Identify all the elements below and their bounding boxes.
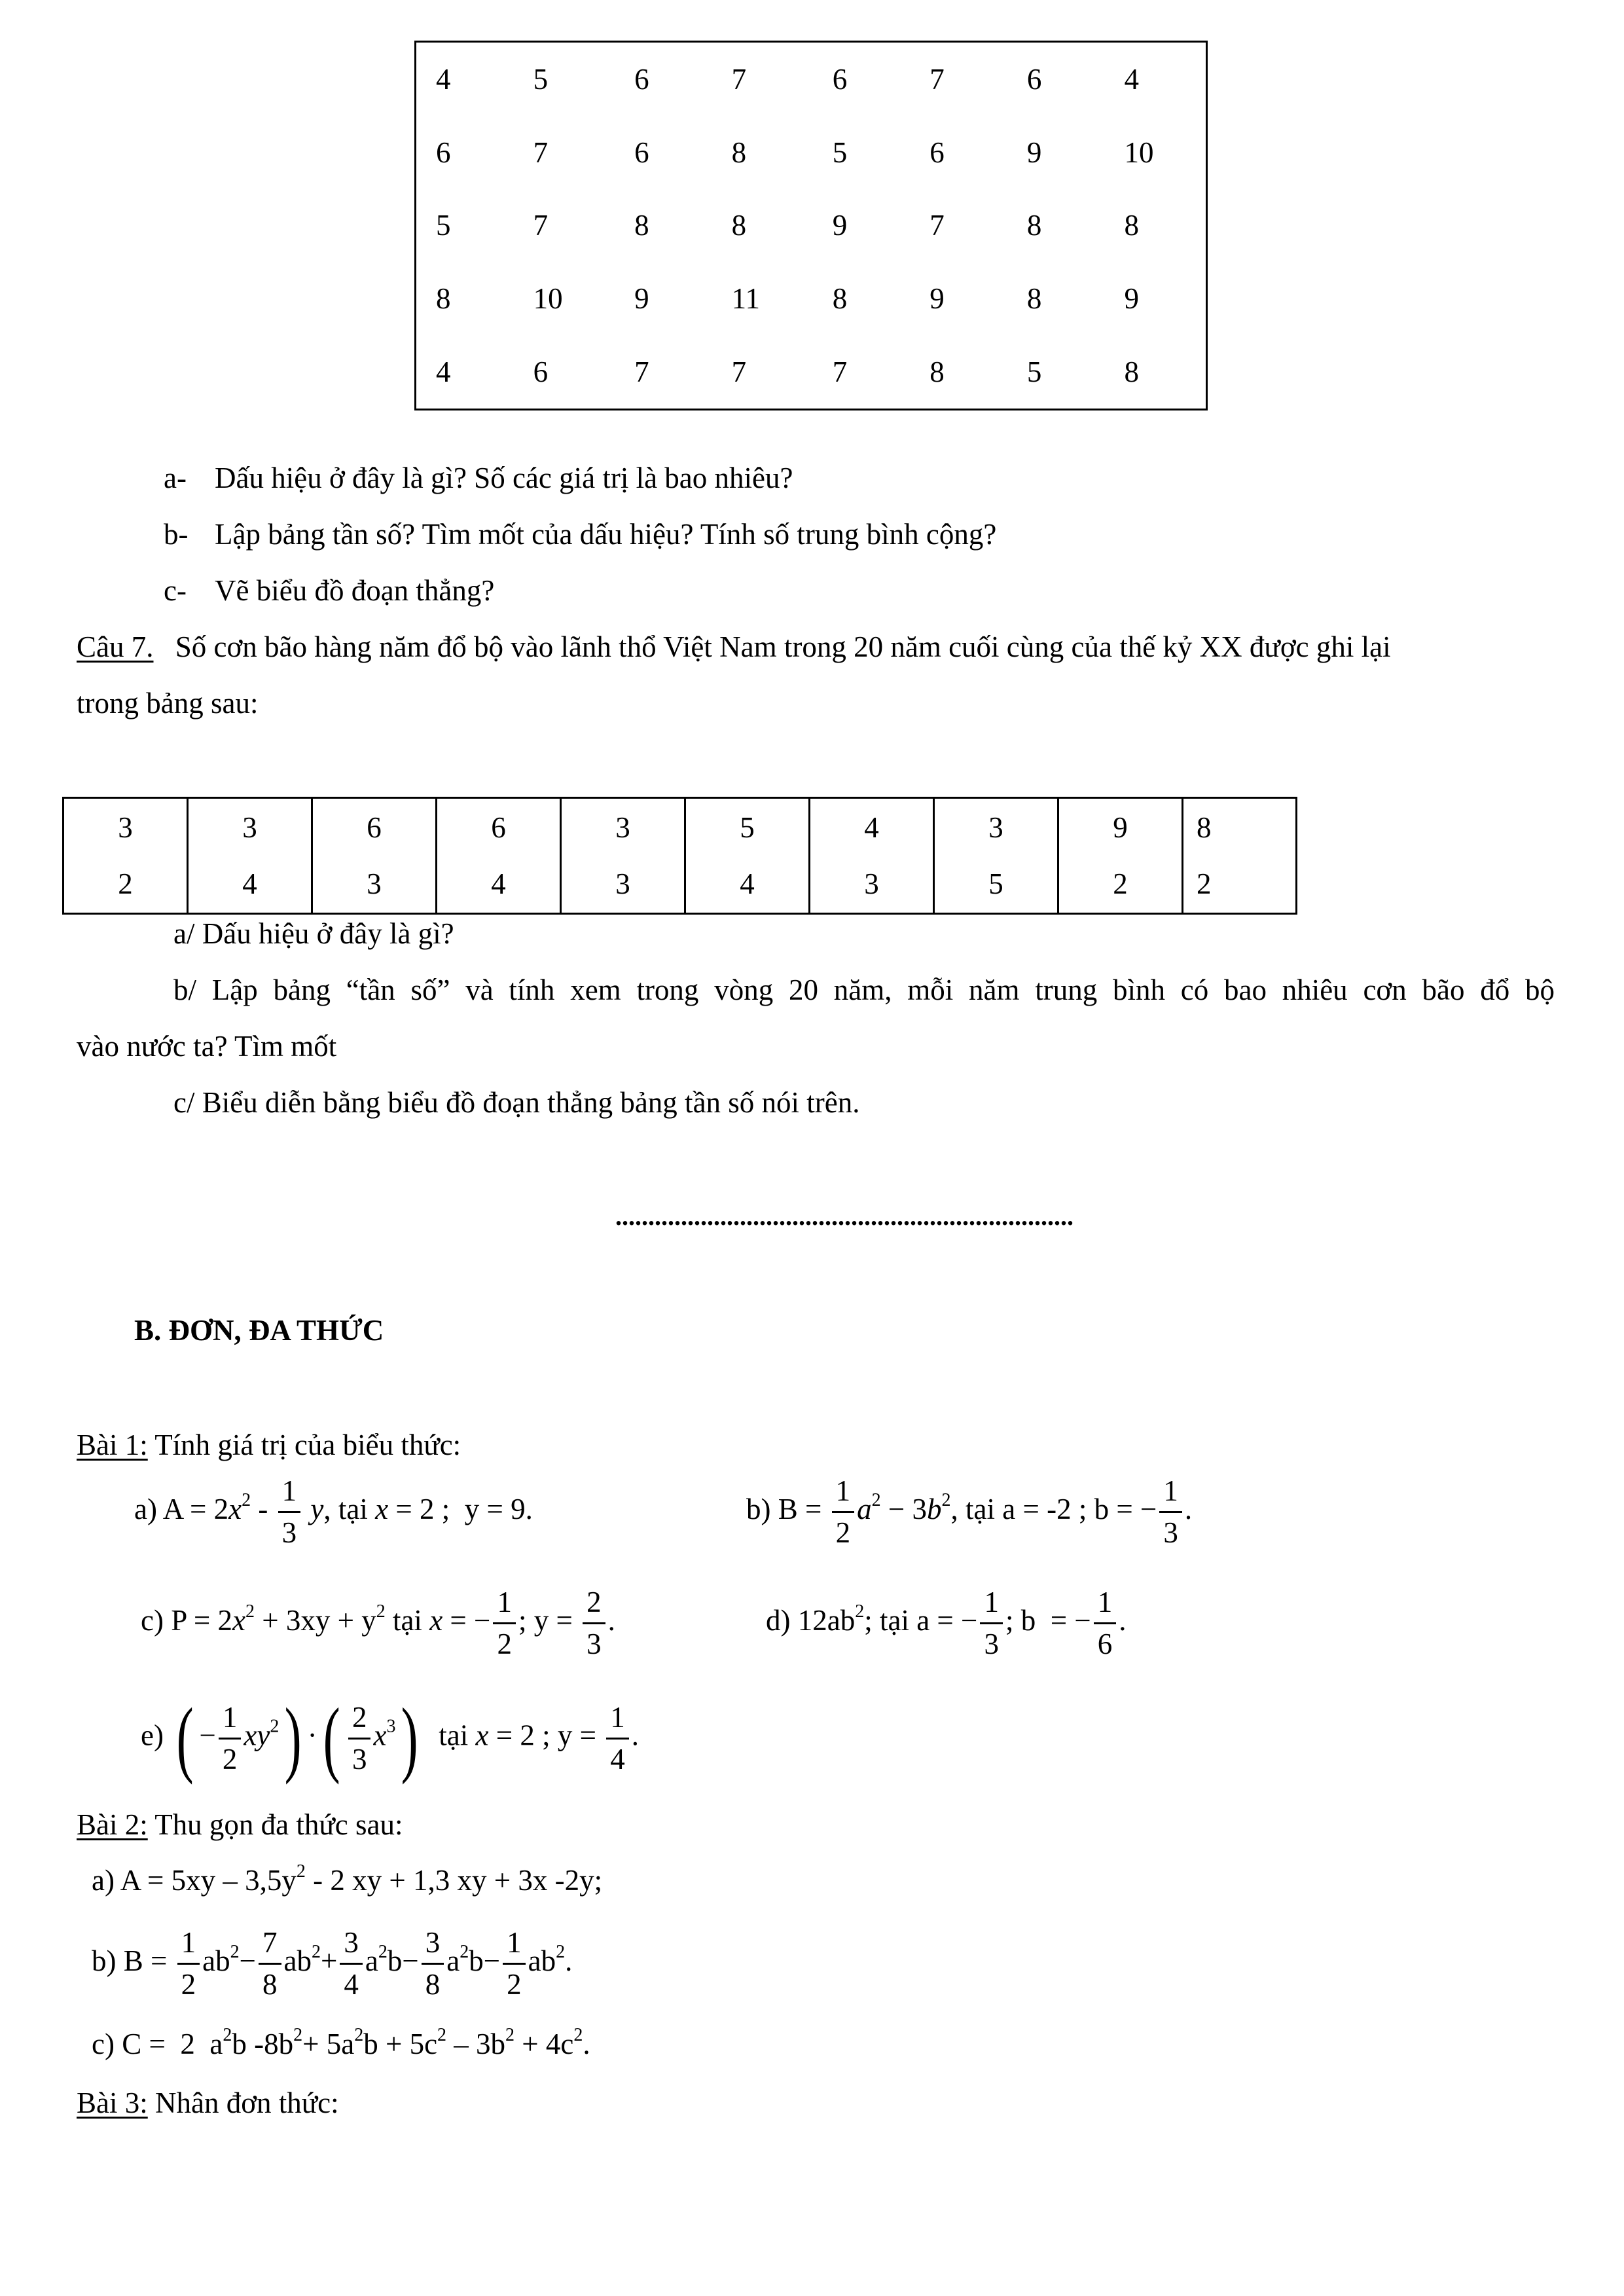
cell-value: 2 bbox=[1113, 867, 1128, 900]
table-cell bbox=[561, 798, 685, 914]
fraction: $\frac{7}{8}$ bbox=[259, 1928, 281, 1999]
table-cell: 6 bbox=[533, 355, 549, 388]
exercise-2-heading bbox=[77, 1810, 403, 1840]
table-cell: 8 bbox=[832, 282, 848, 315]
table-cell bbox=[188, 798, 312, 914]
table-row bbox=[416, 189, 1207, 262]
question-6c bbox=[164, 574, 495, 607]
table-cell: 8 bbox=[731, 209, 747, 242]
table-row bbox=[416, 42, 1207, 117]
table-cell bbox=[437, 798, 561, 914]
question-7b-line2: vào nước ta? Tìm mốt bbox=[77, 1030, 337, 1063]
fraction: $\frac{1}{2}$ bbox=[493, 1588, 516, 1659]
table-cell: 8 bbox=[634, 209, 649, 242]
exercise-3-label: Bài 3: bbox=[77, 2086, 148, 2119]
table-cell: 9 bbox=[832, 209, 848, 242]
cell-value: 3 bbox=[864, 867, 879, 900]
table-cell: 6 bbox=[634, 136, 649, 170]
cell-value: 8 bbox=[1197, 811, 1212, 844]
cell-value: 3 bbox=[118, 811, 133, 844]
table-cell: 9 bbox=[1124, 282, 1140, 315]
table-cell: 9 bbox=[634, 282, 649, 315]
data-table-2 bbox=[62, 797, 1297, 915]
item-text: Lập bảng tần số? Tìm mốt của dấu hiệu? Tính số trung bình cộng? bbox=[215, 518, 997, 551]
exercise-1b: b) B = $\frac{1}{2}$ $a^2 - 3b^2$, tại a = -2 ; b = − $\frac{1}{3}$ . bbox=[746, 1474, 1193, 1549]
table-cell bbox=[63, 798, 188, 914]
table-cell: 6 bbox=[1026, 63, 1042, 96]
table-cell: 7 bbox=[929, 209, 945, 242]
exercise-2a: a) $A = 5xy - 3,5y^2 - 2$ xy + 1,3 xy + 3x -2y; bbox=[92, 1861, 603, 1897]
fraction: $\frac{1}{2}$ bbox=[503, 1928, 526, 1999]
table-cell: 4 bbox=[1124, 63, 1140, 96]
table-cell: 7 bbox=[533, 136, 549, 170]
exercise-2-label: Bài 2: bbox=[77, 1808, 148, 1841]
question-7-text: Số cơn bão hàng năm đổ bộ vào lãnh thổ Việt Nam trong 20 năm cuối cùng của thế kỷ XX được ghi lại bbox=[175, 630, 1391, 663]
table-cell: 7 bbox=[731, 355, 747, 388]
separator: ...................................................................... bbox=[615, 1201, 1074, 1231]
table-cell bbox=[934, 798, 1058, 914]
cell-value: 3 bbox=[988, 811, 1003, 844]
table-cell: 7 bbox=[832, 355, 848, 388]
table-cell: 9 bbox=[929, 282, 945, 315]
table-cell: 6 bbox=[832, 63, 848, 96]
fraction: $\frac{3}{4}$ bbox=[340, 1928, 363, 1999]
table-cell: 6 bbox=[929, 136, 945, 170]
exercise-2c: c) C = 2 $a^2b$ $-8b^2+ 5a^2b + 5c^2 - 3b^2 + 4c^2$. bbox=[92, 2025, 590, 2060]
cell-value: 5 bbox=[988, 867, 1003, 900]
exercise-1-label: Bài 1: bbox=[77, 1429, 148, 1461]
cell-value: 3 bbox=[615, 811, 630, 844]
table-cell: 8 bbox=[1124, 209, 1140, 242]
exercise-1c: c) $P = 2x^2 + 3xy + y^2$ tại x = − $\frac{1}{2}$ ; y = $\frac{2}{3}$ . bbox=[141, 1586, 615, 1660]
item-text: Dấu hiệu ở đây là gì? Số các giá trị là bao nhiêu? bbox=[215, 462, 793, 494]
fraction: $\frac{1}{6}$ bbox=[1094, 1588, 1117, 1659]
cell-value: 4 bbox=[491, 867, 506, 900]
table-cell: 8 bbox=[929, 355, 945, 388]
item-label: a- bbox=[164, 462, 187, 494]
cell-value: 3 bbox=[367, 867, 382, 900]
table-row bbox=[416, 335, 1207, 409]
table-cell: 5 bbox=[832, 136, 848, 170]
cell-value: 9 bbox=[1113, 811, 1128, 844]
table-cell: 7 bbox=[634, 355, 649, 388]
table-cell: 7 bbox=[731, 63, 747, 96]
fraction: $\frac{1}{3}$ bbox=[1159, 1476, 1182, 1548]
cell-value: 4 bbox=[864, 811, 879, 844]
fraction: $\frac{1}{2}$ bbox=[219, 1703, 242, 1774]
question-7-heading bbox=[77, 632, 1391, 662]
table-cell bbox=[1058, 798, 1183, 914]
cell-value: 6 bbox=[491, 811, 506, 844]
section-title: B. ĐƠN, ĐA THỨC bbox=[134, 1314, 384, 1347]
question-6a bbox=[164, 462, 793, 494]
exercise-1-text: Tính giá trị của biểu thức: bbox=[154, 1429, 461, 1461]
cell-value: 2 bbox=[1197, 867, 1212, 900]
fraction: $\frac{1}{3}$ bbox=[980, 1588, 1003, 1659]
exercise-3-text: Nhân đơn thức: bbox=[155, 2086, 339, 2119]
table-cell: 10 bbox=[533, 282, 563, 315]
exercise-2b: b) B = $\frac{1}{2}$ $ab^2-$ $\frac{7}{8}$ $ab^2+$ $\frac{3}{4}$ $a^2b-$ $\frac{3}{8}$ $a^2b-$ $\frac{1}{2}$ $ab^2$. bbox=[92, 1926, 573, 2001]
question-7b: b/ Lập bảng “tần số” và tính xem trong vòng 20 năm, mỗi năm trung bình có bao nhiêu cơn bão đổ bộ bbox=[173, 974, 1555, 1006]
table-cell: 6 bbox=[436, 136, 451, 170]
table-cell: 4 bbox=[436, 355, 451, 388]
exercise-1a: a) $A = 2x^2$ - $\frac{1}{3}$ y, tại x = 2 ; y = 9. bbox=[134, 1474, 533, 1549]
exercise-3-heading bbox=[77, 2088, 339, 2118]
question-7-text-line2: trong bảng sau: bbox=[77, 687, 259, 720]
cell-value: 6 bbox=[367, 811, 382, 844]
table-cell: 7 bbox=[929, 63, 945, 96]
fraction: $\frac{1}{2}$ bbox=[832, 1476, 855, 1548]
table-row bbox=[63, 798, 1297, 914]
table-cell: 5 bbox=[533, 63, 549, 96]
fraction: $\frac{1}{2}$ bbox=[177, 1928, 200, 1999]
question-7-label: Câu 7. bbox=[77, 630, 154, 663]
data-table-1 bbox=[414, 41, 1208, 410]
table-cell: 7 bbox=[533, 209, 549, 242]
fraction: $\frac{3}{8}$ bbox=[422, 1928, 444, 1999]
table-row bbox=[416, 117, 1207, 189]
exercise-2-text: Thu gọn đa thức sau: bbox=[154, 1808, 403, 1841]
exercise-2a-rest: - 2 xy + 1,3 xy + 3x -2y; bbox=[305, 1864, 603, 1897]
item-text: Vẽ biểu đồ đoạn thẳng? bbox=[215, 574, 495, 607]
table-cell bbox=[810, 798, 934, 914]
table-cell: 6 bbox=[634, 63, 649, 96]
cell-value: 4 bbox=[242, 867, 257, 900]
table-cell: 9 bbox=[1026, 136, 1042, 170]
exercise-2a-text: a) A = 5xy – 3,5y bbox=[92, 1864, 297, 1897]
table-row bbox=[416, 262, 1207, 335]
table-cell: 11 bbox=[731, 282, 761, 315]
cell-value: 4 bbox=[740, 867, 755, 900]
fraction: $\frac{2}{3}$ bbox=[348, 1703, 371, 1774]
fraction: $\frac{1}{4}$ bbox=[606, 1703, 629, 1774]
question-7a: a/ Dấu hiệu ở đây là gì? bbox=[173, 917, 454, 950]
cell-value: 2 bbox=[118, 867, 133, 900]
table-cell: 5 bbox=[436, 209, 451, 242]
cell-value: 5 bbox=[740, 811, 755, 844]
cell-value: 3 bbox=[242, 811, 257, 844]
cell-value: 3 bbox=[615, 867, 630, 900]
table-cell: 8 bbox=[1026, 282, 1042, 315]
exercise-1d: d) $12ab^2$; tại a = − $\frac{1}{3}$ ; b = − $\frac{1}{6}$ . bbox=[766, 1586, 1127, 1660]
table-cell: 8 bbox=[436, 282, 451, 315]
table-cell: 8 bbox=[731, 136, 747, 170]
fraction: $\frac{1}{3}$ bbox=[278, 1476, 301, 1548]
question-6b bbox=[164, 518, 997, 551]
table-cell: 8 bbox=[1124, 355, 1140, 388]
fraction: $\frac{2}{3}$ bbox=[583, 1588, 605, 1659]
question-7c: c/ Biểu diễn bằng biểu đồ đoạn thẳng bảng tần số nói trên. bbox=[173, 1086, 860, 1119]
exercise-1-heading bbox=[77, 1430, 461, 1460]
item-label: c- bbox=[164, 574, 187, 607]
item-label: b- bbox=[164, 518, 189, 551]
table-cell: 10 bbox=[1124, 136, 1154, 170]
exercise-1e: e) ( − $\frac{1}{2}$ $xy^2$) ·( $\frac{2}{3}$ $x^3$) tại x = 2 ; y = $\frac{1}{4}$ . bbox=[141, 1691, 639, 1785]
table-cell: 5 bbox=[1026, 355, 1042, 388]
table-cell: 8 bbox=[1026, 209, 1042, 242]
table-cell bbox=[1183, 798, 1297, 914]
table-cell: 4 bbox=[436, 63, 451, 96]
table-cell bbox=[685, 798, 810, 914]
table-cell bbox=[312, 798, 437, 914]
